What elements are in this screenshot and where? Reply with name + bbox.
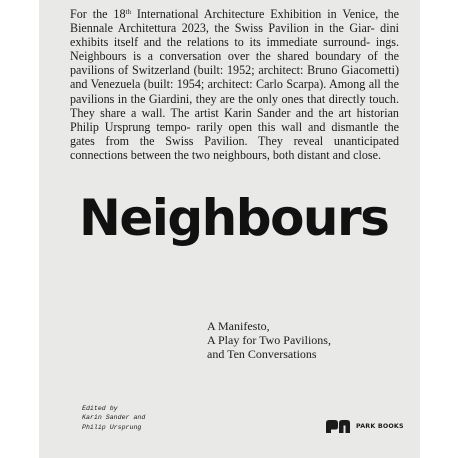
intro-line: only ones that directly touch. They share a wall. The artist xyxy=(70,91,399,120)
publisher-name: PARK BOOKS xyxy=(356,423,404,430)
editors-line: Edited by xyxy=(82,405,118,412)
intro-line: For the 18th International Architecture Exhibition in Venice, xyxy=(70,7,379,21)
editors-line: Philip Ursprung xyxy=(82,423,142,431)
intro-line: Scarpa). Among all the pavilions in the Giardini, they are the xyxy=(70,77,399,106)
subtitle-line: A Manifesto, xyxy=(207,319,270,333)
intro-line: Pavilion. They reveal unanticipated connections between the xyxy=(70,133,399,162)
intro-line: dini exhibits itself and the relations to its immediate surround- xyxy=(70,21,399,50)
book-title: Neighbours xyxy=(79,189,389,247)
intro-line: two neighbours, both distant and close. xyxy=(191,147,382,162)
intro-line: rarily open this wall and dismantle the gates from the Swiss xyxy=(70,119,399,148)
park-books-logo-icon xyxy=(325,419,351,434)
intro-line: ings. Neighbours is a conversation over the shared boundary xyxy=(70,35,399,64)
book-cover xyxy=(39,0,420,458)
editors-credit xyxy=(82,404,145,432)
intro-text xyxy=(70,7,399,162)
intro-line: the Biennale Architettura 2023, the Swiss Pavilion in the Giar- xyxy=(70,7,399,36)
editors-line: Karin Sander and xyxy=(82,414,146,422)
subtitle-line: and Ten Conversations xyxy=(207,347,317,361)
book-subtitle xyxy=(207,319,331,361)
publisher-mark xyxy=(325,419,404,434)
intro-line: of the pavilions of Switzerland (built: 1952; architect: Bruno xyxy=(70,49,399,78)
intro-line: Karin Sander and the art historian Philip Ursprung tempo- xyxy=(70,105,399,134)
subtitle-line: A Play for Two Pavilions, xyxy=(207,333,331,347)
ordinal-suffix: th xyxy=(125,8,131,16)
intro-line: Giacometti) and Venezuela (built: 1954; architect: Carlo xyxy=(70,63,399,92)
